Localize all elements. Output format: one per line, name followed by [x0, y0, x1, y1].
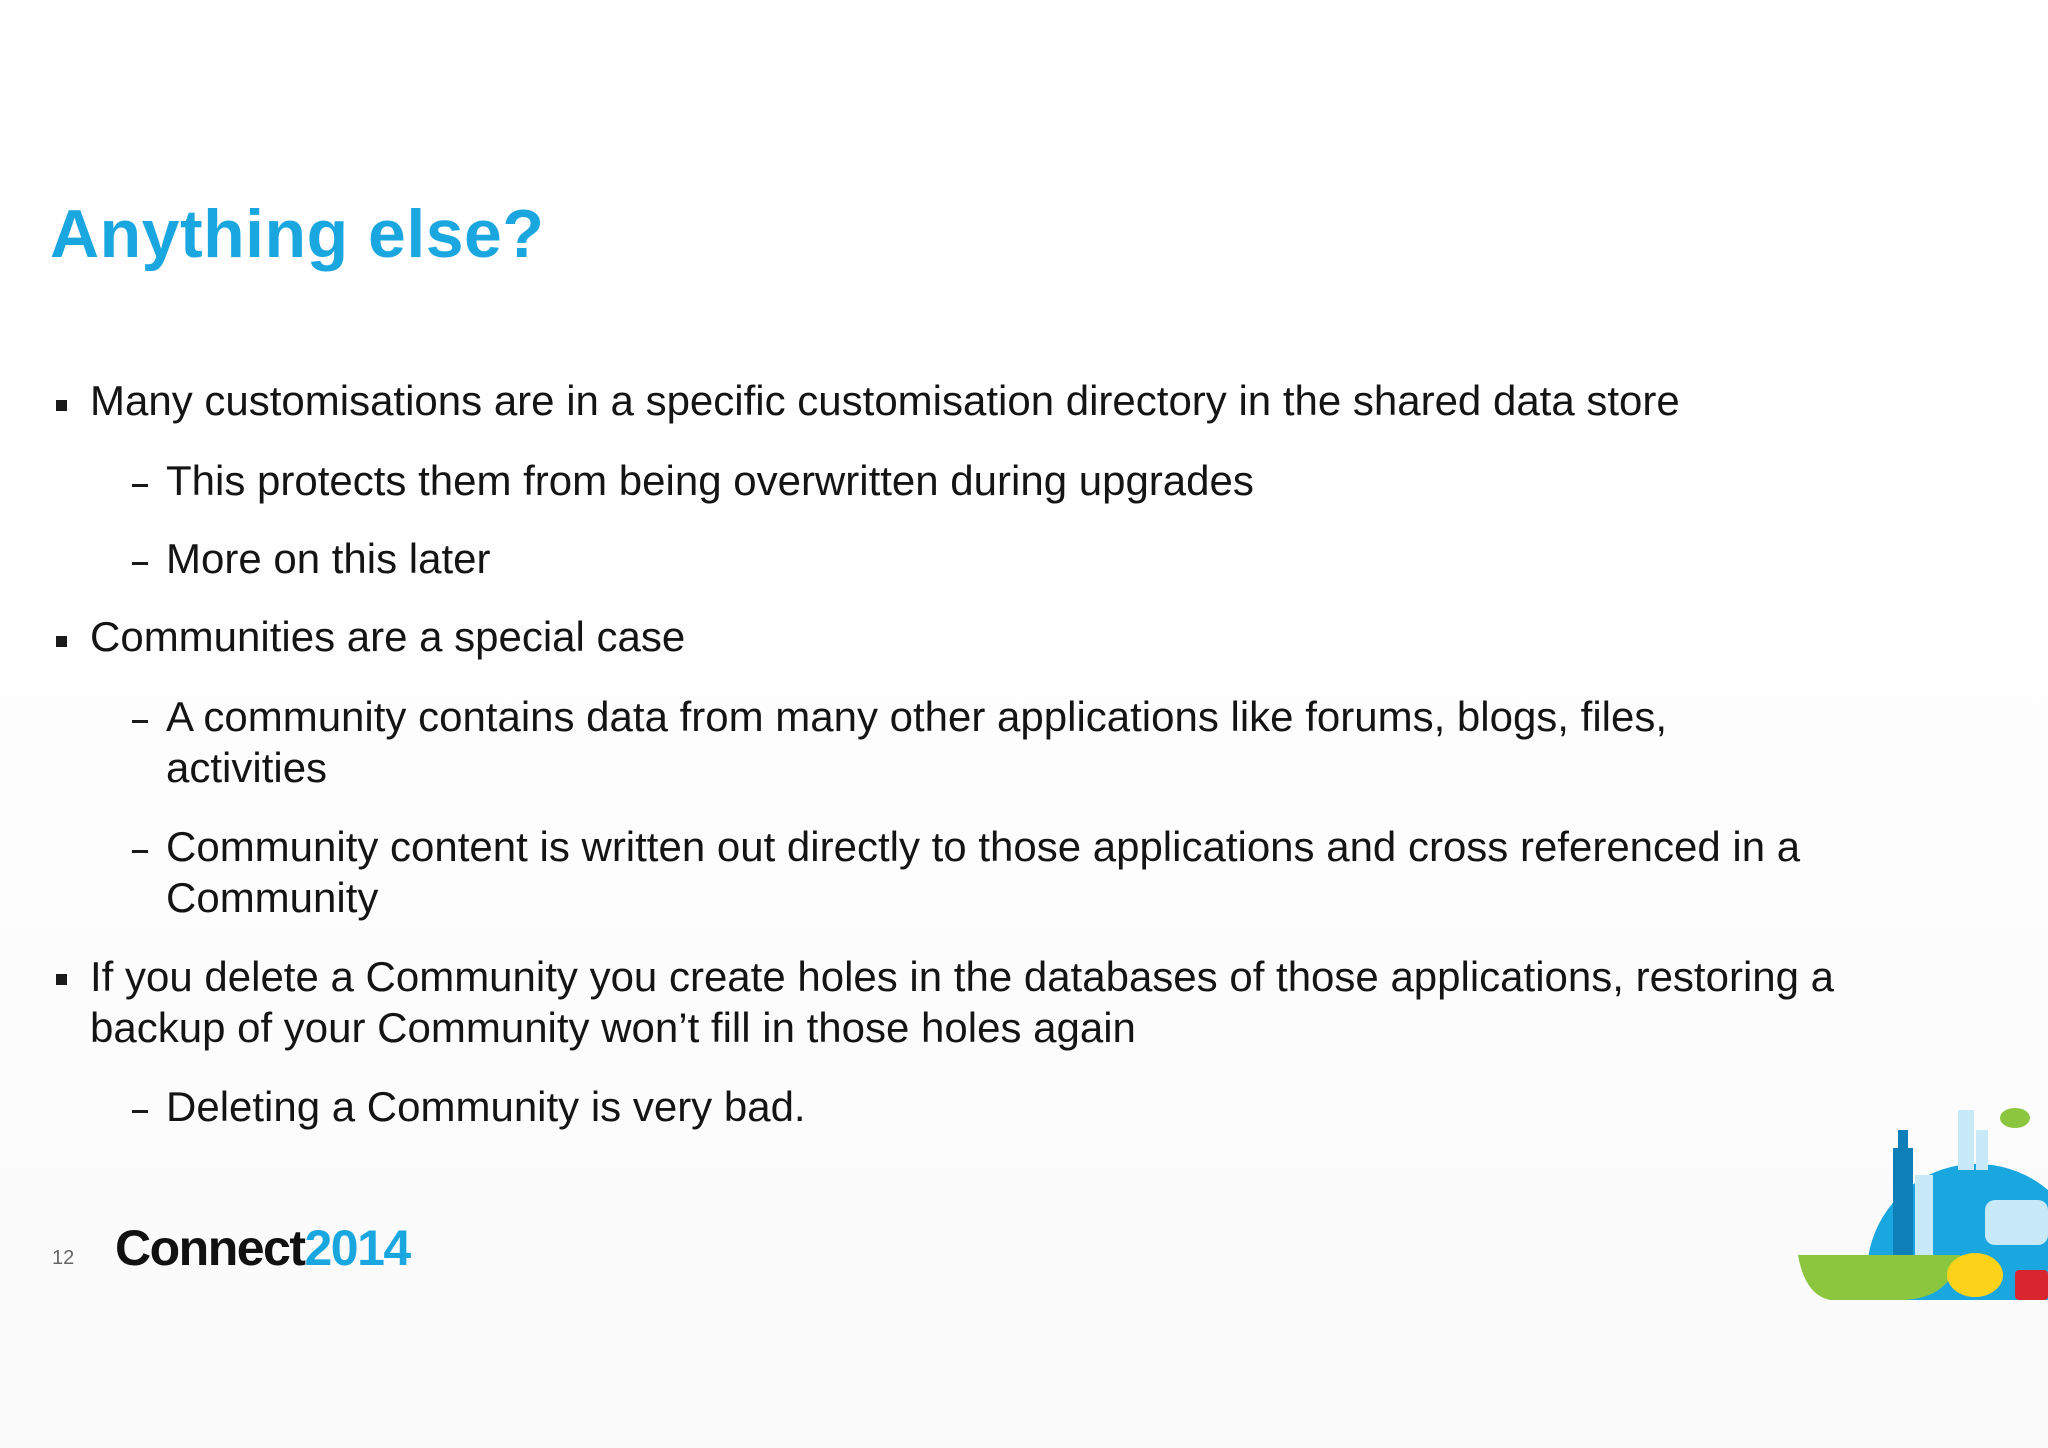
- square-bullet-icon: [56, 636, 67, 647]
- sub-bullet-item-5: Deleting a Community is very bad.: [166, 1083, 806, 1130]
- dash-bullet-icon: [132, 720, 148, 723]
- red-block-shape: [2015, 1270, 2048, 1300]
- bullet-item-1: Many customisations are in a specific customisation directory in the shared data store: [90, 377, 1680, 424]
- bullet-item-3: If you delete a Community you create holes in the databases of those applications, restoring a backup of your Community won’t fill in those holes again: [90, 953, 1835, 1051]
- brand-year: 2014: [304, 1220, 410, 1276]
- sub-bullet-item-4: Community content is written out directly to those applications and cross referenced in a Community: [166, 823, 1801, 921]
- dash-bullet-icon: [132, 850, 148, 853]
- building-icon: [1976, 1130, 1988, 1170]
- building-icon: [1893, 1148, 1913, 1268]
- dash-bullet-icon: [132, 562, 148, 565]
- square-bullet-icon: [56, 400, 67, 411]
- page-number: 12: [52, 1247, 75, 1269]
- sub-bullet-item-2: More on this later: [166, 535, 491, 582]
- chat-bubble-icon: [2000, 1108, 2030, 1128]
- building-icon: [1958, 1110, 1974, 1170]
- connect-city-globe-logo: [1790, 1100, 2048, 1320]
- square-bullet-icon: [56, 974, 67, 985]
- brand-word: Connect: [115, 1220, 305, 1276]
- building-icon: [1898, 1130, 1908, 1150]
- yellow-cloud-shape: [1947, 1253, 2003, 1297]
- slide-title: Anything else?: [50, 196, 545, 272]
- dash-bullet-icon: [132, 484, 148, 487]
- dash-bullet-icon: [132, 1110, 148, 1113]
- sub-bullet-item-3: A community contains data from many other applications like forums, blogs, files, activities: [166, 693, 1668, 791]
- chat-bubble-icon: [1985, 1200, 2048, 1245]
- connect-2014-logo: [115, 1220, 410, 1276]
- sub-bullet-item-1: This protects them from being overwritten during upgrades: [166, 457, 1254, 504]
- bullet-item-2: Communities are a special case: [90, 613, 686, 660]
